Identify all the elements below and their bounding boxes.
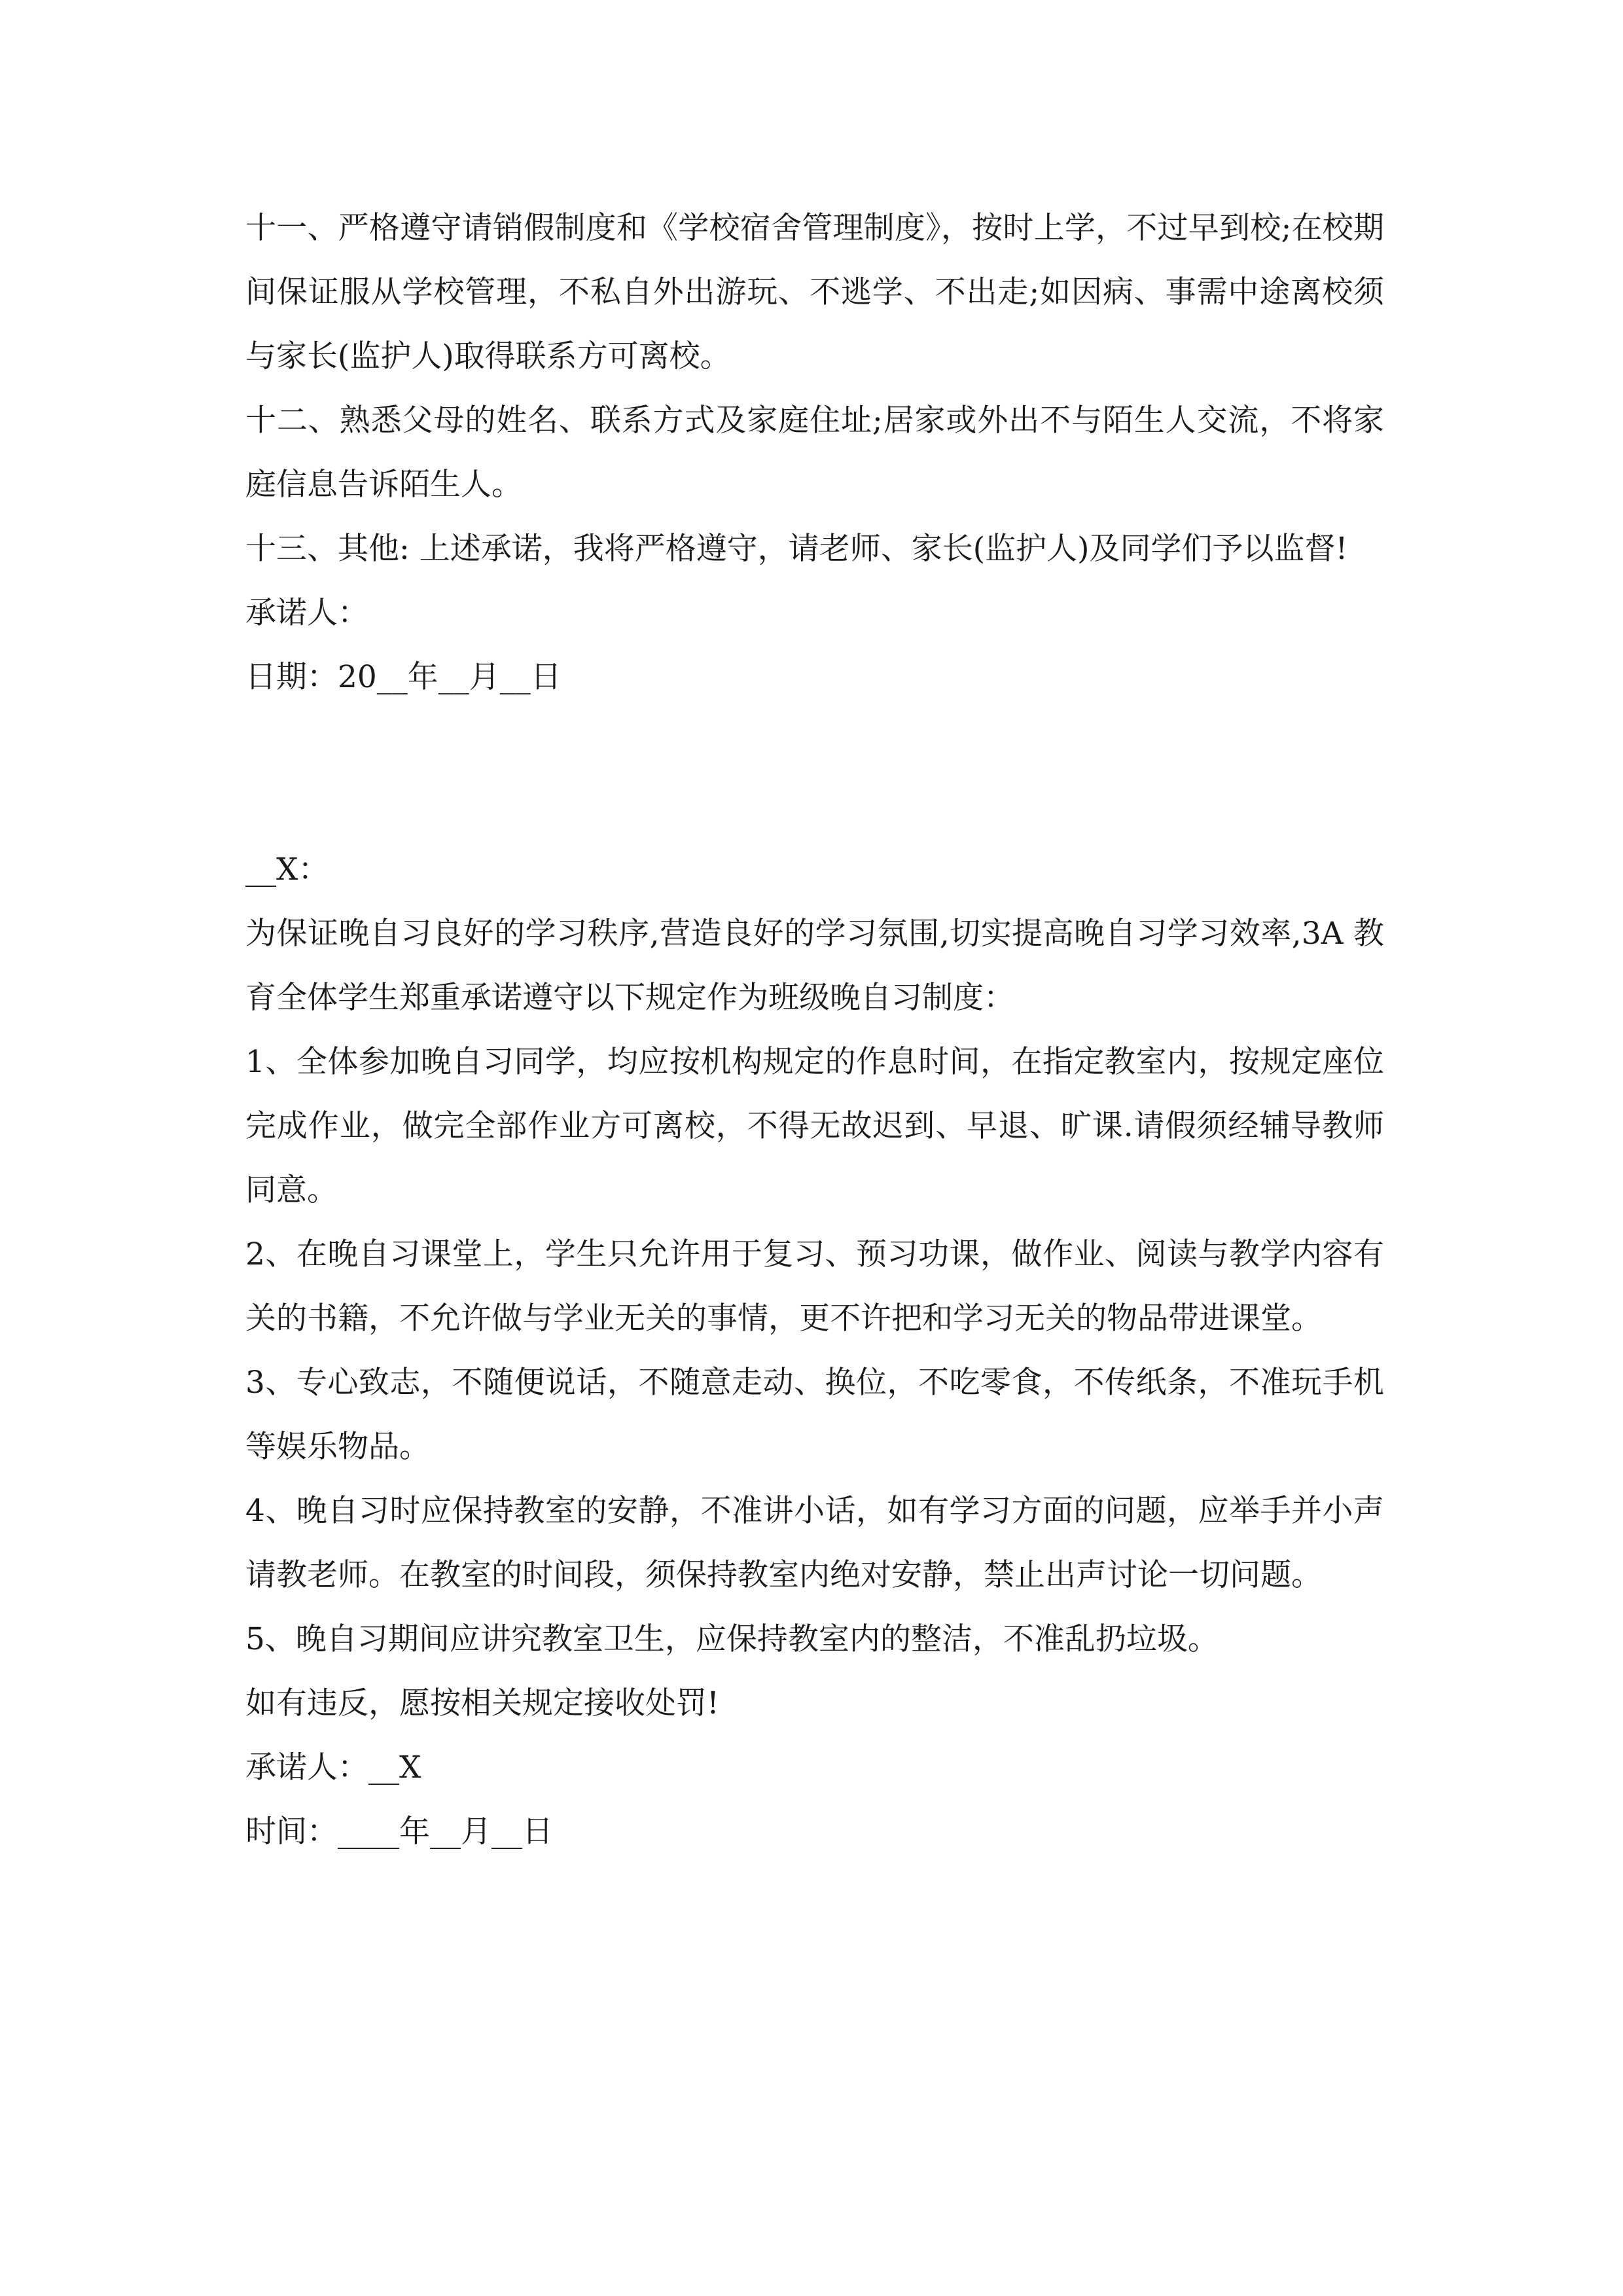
time-line: 时间：____年__月__日 [245, 1814, 553, 1850]
rule-5: 5、晚自习期间应讲究教室卫生，应保持教室内的整洁，不准乱扔垃圾。 [245, 1621, 1219, 1657]
rule-3: 3、专心致志，不随便说话，不随意走动、换位，不吃零食，不传纸条，不准玩手机等娱乐物品。 [245, 1365, 1384, 1465]
rule-4: 4、晚自习时应保持教室的安静，不准讲小话，如有学习方面的问题，应举手并小声请教老师。在教室的时间段，须保持教室内绝对安静，禁止出声讨论一切问题。 [245, 1493, 1384, 1593]
date-line: 日期：20__年__月__日 [245, 659, 562, 695]
rule-13: 十三、其他: 上述承诺，我将严格遵守，请老师、家长(监护人)及同学们予以监督! [245, 531, 1348, 567]
rule-12: 十二、熟悉父母的姓名、联系方式及家庭住址;居家或外出不与陌生人交流，不将家庭信息告诉陌生人。 [245, 403, 1384, 503]
section-gap [245, 709, 1384, 838]
intro-paragraph: 为保证晚自习良好的学习秩序,营造良好的学习氛围,切实提高晚自习学习效率,3A 教育全体学生郑重承诺遵守以下规定作为班级晚自习制度： [245, 916, 1384, 1016]
signer-line-2: 承诺人：__X [245, 1749, 421, 1785]
rule-11: 十一、严格遵守请销假制度和《学校宿舍管理制度》，按时上学，不过早到校;在校期间保证服从学校管理，不私自外出游玩、不逃学、不出走;如因病、事需中途离校须与家长(监护人)取得联系方可离校。 [245, 210, 1384, 374]
rule-1: 1、全体参加晚自习同学，均应按机构规定的作息时间，在指定教室内，按规定座位完成作业，做完全部作业方可离校，不得无故迟到、早退、旷课.请假须经辅导教师同意。 [245, 1044, 1384, 1208]
violation-clause: 如有违反，愿按相关规定接收处罚! [245, 1685, 719, 1721]
salutation: __X： [245, 852, 329, 888]
rule-2: 2、在晚自习课堂上，学生只允许用于复习、预习功课，做作业、阅读与教学内容有关的书籍，不允许做与学业无关的事情，更不许把和学习无关的物品带进课堂。 [245, 1236, 1384, 1336]
signer-line: 承诺人： [245, 595, 368, 631]
document-body [245, 196, 1384, 1864]
